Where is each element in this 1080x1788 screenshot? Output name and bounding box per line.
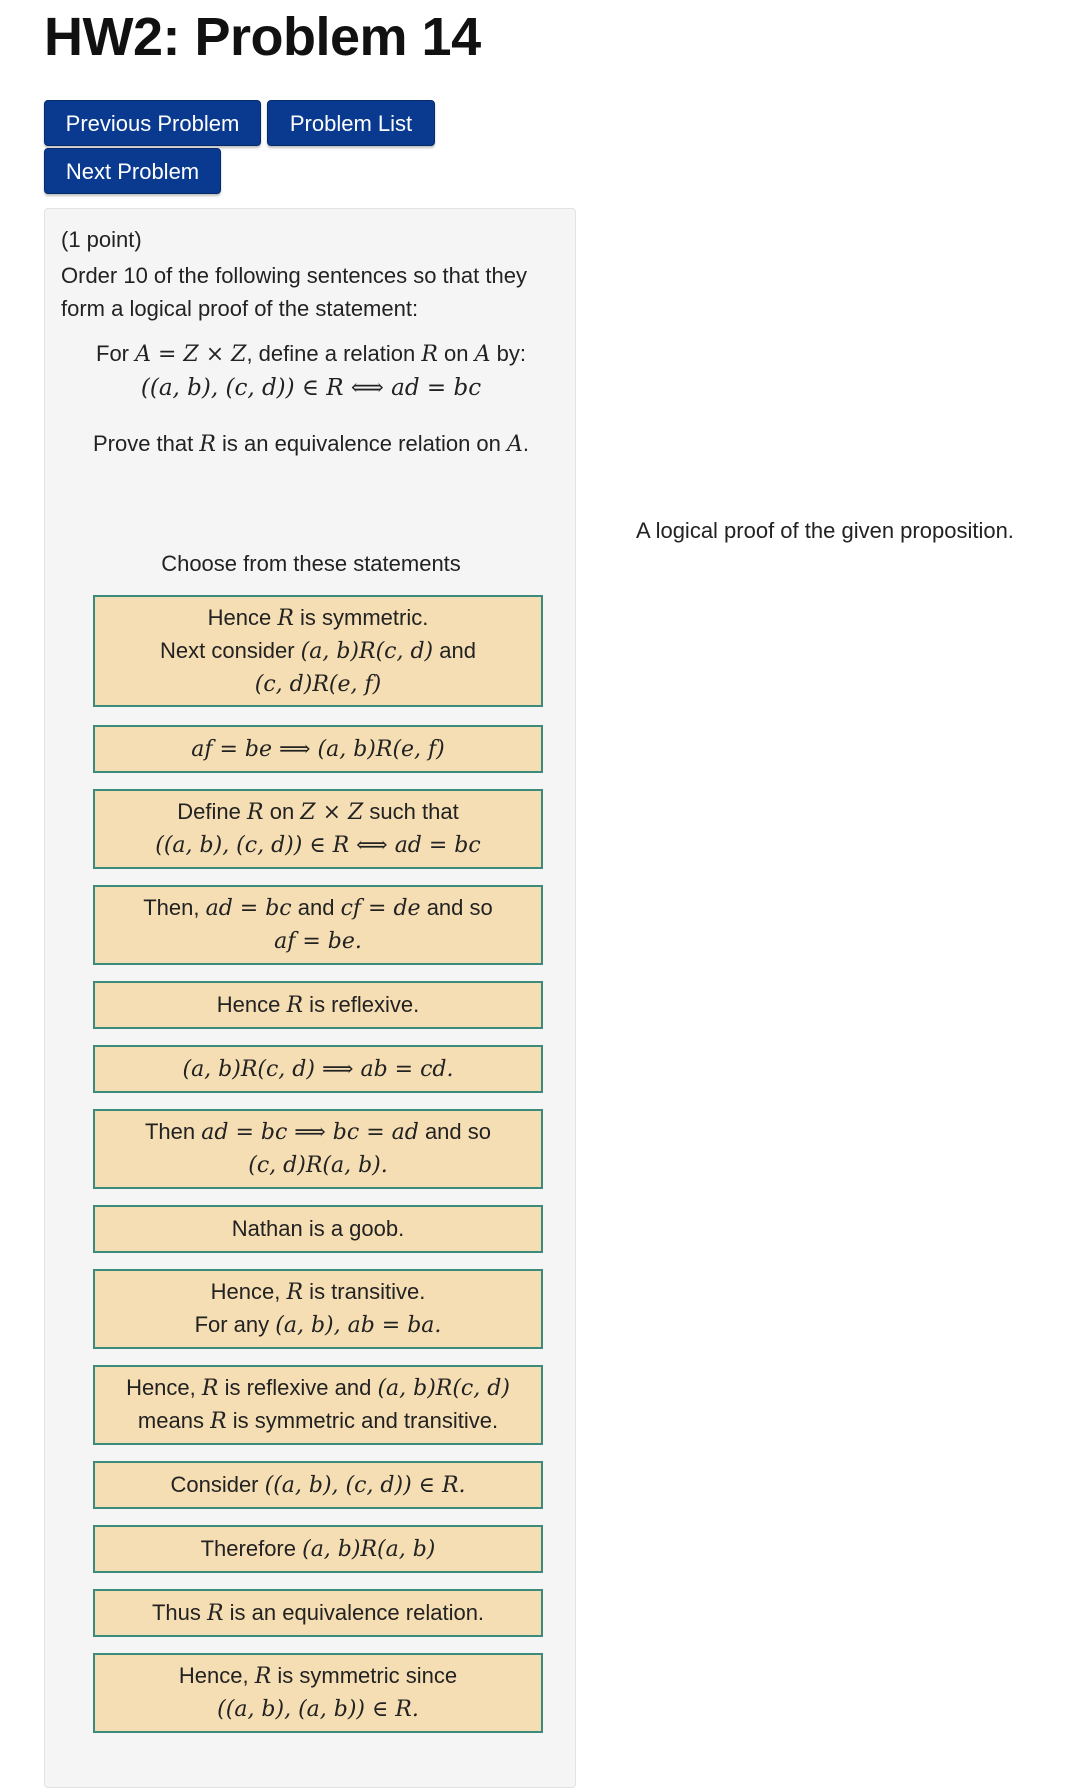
statement-card[interactable]	[93, 1653, 543, 1733]
card-text: Then	[144, 1119, 202, 1144]
card-math: R	[210, 1409, 227, 1434]
prove-text: .	[522, 431, 530, 456]
card-math: R	[254, 1664, 272, 1689]
statement-text: by:	[490, 341, 526, 366]
page-title: HW2: Problem 14	[44, 7, 481, 67]
next-problem-button[interactable]: Next Problem	[44, 148, 221, 194]
card-text: Hence	[216, 991, 287, 1017]
card-text: (a, b)R(c, d) ⟹ ab = cd.	[182, 1056, 454, 1082]
statement-card-line	[217, 1693, 419, 1726]
card-math: cf = de	[340, 896, 421, 921]
statement-card-line	[201, 1533, 436, 1566]
card-math: R	[201, 1376, 219, 1401]
card-text: Next consider	[160, 637, 301, 663]
card-text: (c, d)R(a, b).	[248, 1153, 388, 1178]
card-text: is symmetric since	[271, 1663, 458, 1688]
card-text: af = be.	[274, 929, 362, 954]
card-text: Therefore	[200, 1535, 303, 1561]
card-text: and so	[420, 895, 493, 920]
statement-relation-formula: ((a, b), (c, d)) ∈ R ⟺ ad = bc	[140, 375, 482, 401]
statement-card-line	[195, 1309, 442, 1342]
statement-card-line	[126, 1372, 510, 1405]
statement-card-line	[179, 1660, 457, 1693]
statement-text: on	[437, 341, 475, 366]
statement-card-line	[170, 1469, 465, 1502]
card-text: Hence,	[126, 1375, 202, 1400]
statement-card-line	[274, 925, 362, 958]
statement-card-line	[191, 733, 445, 766]
prove-text: Prove that	[92, 431, 200, 456]
problem-panel	[44, 208, 576, 1788]
prove-text: is an equivalence relation on	[215, 431, 508, 456]
card-text: is transitive.	[303, 1279, 426, 1304]
answer-area-label: A logical proof of the given proposition.	[636, 518, 1014, 543]
card-text: Thus	[151, 1599, 207, 1625]
statement-text: , define a relation	[246, 341, 422, 366]
prove-instruction	[45, 431, 577, 457]
statement-card[interactable]	[93, 885, 543, 965]
card-text: Define	[177, 799, 248, 824]
statement-card[interactable]	[93, 1525, 543, 1573]
card-text: means	[137, 1408, 211, 1433]
statement-card-line	[182, 1053, 453, 1086]
prove-math: A	[507, 432, 523, 457]
statement-card[interactable]	[93, 1269, 543, 1349]
card-text: Nathan is a goob.	[231, 1216, 405, 1241]
statement-card-line	[232, 1213, 404, 1245]
statement-math: A = Z × Z	[135, 342, 247, 367]
statement-card-line	[217, 989, 419, 1022]
card-math: R	[286, 992, 304, 1018]
statement-math: R	[421, 342, 438, 367]
card-math: R	[247, 800, 264, 825]
card-text: Consider	[170, 1471, 265, 1497]
statement-card[interactable]	[93, 1045, 543, 1093]
card-text: Then,	[143, 895, 206, 920]
card-math: ad = bc ⟹ bc = ad	[201, 1120, 419, 1145]
card-math: (a, b), ab = ba.	[275, 1313, 442, 1338]
statement-text: For	[96, 341, 136, 366]
prove-math: R	[199, 432, 216, 457]
card-text: on	[263, 799, 301, 824]
statement-card-line	[255, 668, 381, 701]
card-text: and	[291, 895, 341, 920]
statement-card-line	[152, 1597, 484, 1630]
card-math: ad = bc	[205, 896, 292, 921]
card-text: is reflexive.	[303, 991, 420, 1017]
statement-card-line	[211, 1276, 426, 1309]
statement-card-line	[208, 602, 429, 635]
statement-card[interactable]	[93, 1589, 543, 1637]
statement-card[interactable]	[93, 725, 543, 773]
card-text: such that	[363, 799, 459, 824]
statement-card-line	[177, 796, 458, 829]
statement-card[interactable]	[93, 1365, 543, 1445]
card-text: For any	[194, 1312, 276, 1337]
statement-card-line	[145, 1116, 491, 1149]
card-text: and so	[418, 1119, 491, 1144]
card-math: R	[286, 1280, 304, 1305]
card-math: (a, b)R(a, b)	[302, 1536, 436, 1562]
card-math: R	[206, 1600, 224, 1626]
previous-problem-button[interactable]: Previous Problem	[44, 100, 261, 146]
statement-card[interactable]	[93, 595, 543, 707]
card-math: Z × Z	[300, 800, 364, 825]
card-text: Hence	[207, 604, 278, 630]
card-text: is symmetric.	[293, 604, 429, 630]
card-text: is an equivalence relation.	[223, 1599, 485, 1625]
card-math: R	[277, 605, 294, 631]
statement-math: A	[474, 342, 491, 367]
card-text: Hence,	[178, 1663, 255, 1688]
statement-card-line	[138, 1405, 498, 1438]
statement-card-line	[248, 1149, 387, 1182]
statement-card[interactable]	[93, 981, 543, 1029]
statement-card-line	[155, 829, 480, 862]
card-text: is reflexive and	[218, 1375, 378, 1400]
statement-definition	[45, 341, 577, 367]
card-math: ((a, b), (c, d)) ∈ R.	[264, 1472, 466, 1498]
statement-card[interactable]	[93, 1109, 543, 1189]
instructions-text: Order 10 of the following sentences so that they form a logical proof of the statement:	[61, 263, 527, 321]
card-text: ((a, b), (c, d)) ∈ R ⟺ ad = bc	[155, 833, 481, 858]
card-text: Hence,	[210, 1279, 287, 1304]
statement-card[interactable]	[93, 1461, 543, 1509]
statement-card-line	[160, 635, 476, 668]
card-text: is symmetric and transitive.	[226, 1408, 499, 1433]
card-math: (a, b)R(c, d)	[300, 638, 434, 664]
statement-card[interactable]	[93, 789, 543, 869]
card-text: (c, d)R(e, f)	[254, 671, 382, 697]
card-math: (a, b)R(c, d)	[377, 1376, 510, 1401]
statement-card-line	[143, 892, 493, 925]
points-label: (1 point)	[61, 227, 142, 252]
card-text: ((a, b), (a, b)) ∈ R.	[217, 1697, 419, 1722]
card-text: af = be ⟹ (a, b)R(e, f)	[191, 736, 445, 762]
statement-card[interactable]	[93, 1205, 543, 1253]
choose-statements-label: Choose from these statements	[161, 551, 461, 576]
card-text: and	[433, 637, 476, 663]
problem-list-button[interactable]: Problem List	[267, 100, 435, 146]
